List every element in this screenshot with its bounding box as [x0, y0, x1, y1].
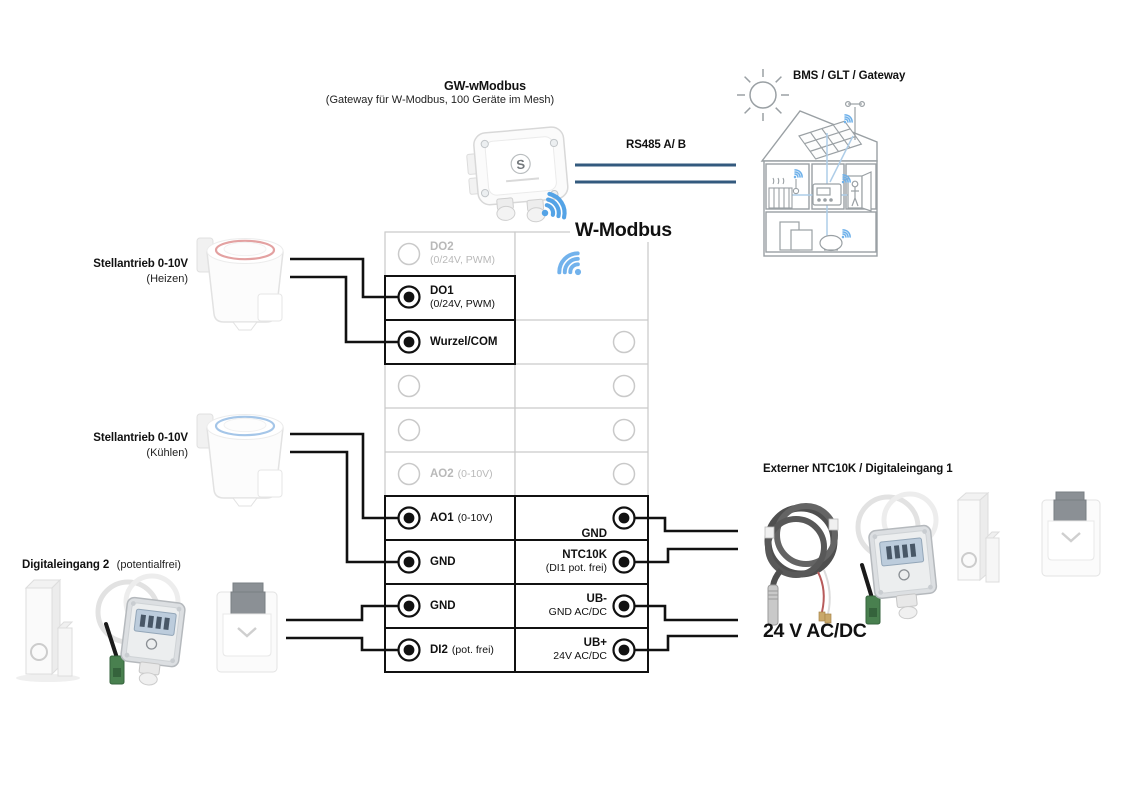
terminal-label-wurzel: Wurzel/COM — [430, 336, 498, 348]
kuehlen-actuator-image — [197, 414, 283, 506]
ntc-heading: Externer NTC10K / Digitaleingang 1 — [763, 463, 953, 475]
terminal-label-gnd-1: GND — [430, 556, 456, 568]
door-contact-image — [16, 580, 80, 682]
door-contact-image — [958, 493, 999, 582]
digitaleingang2-detail: (potentialfrei) — [116, 559, 181, 571]
key-card-holder-image — [217, 583, 277, 672]
bms-house-illustration — [762, 102, 877, 256]
terminal-label-do2: DO2 (0/24V, PWM) — [430, 241, 495, 266]
digitaleingang2-label — [22, 555, 181, 573]
bms-label: BMS / GLT / Gateway — [793, 70, 906, 82]
power-label: 24 V AC/DC — [763, 620, 867, 642]
terminal-label-ub-plus: UB+ 24V AC/DC — [553, 637, 607, 662]
svg-text:S: S — [515, 156, 526, 173]
digitaleingang2-bold: Digitaleingang 2 — [22, 559, 110, 571]
heizen-title: Stellantrieb 0-10V — [93, 258, 188, 270]
terminal-label-ao2: AO2 (0-10V) — [430, 468, 493, 480]
heizen-sub: (Heizen) — [146, 273, 188, 285]
ntc-probe-image — [765, 506, 838, 625]
terminal-label-ntc10k: NTC10K (DI1 pot. frei) — [545, 549, 607, 574]
kuehlen-sub: (Kühlen) — [146, 447, 188, 459]
gateway-subtitle: (Gateway für W-Modbus, 100 Geräte im Mesh) — [325, 94, 555, 106]
terminal-label-gnd-right: GND — [581, 528, 607, 540]
lcd-sensor-image — [98, 576, 186, 688]
rs485-label: RS485 A/ B — [626, 139, 686, 151]
key-card-holder-image — [1042, 492, 1100, 576]
terminal-label-ao1: AO1 (0-10V) — [430, 512, 493, 524]
terminal-label-gnd-2: GND — [430, 600, 456, 612]
rs485-bus-lines — [575, 165, 736, 182]
terminal-label-di2: DI2 (pot. frei) — [430, 644, 494, 656]
wmodbus-label: W-Modbus — [570, 219, 677, 242]
terminal-label-do1: DO1 (0/24V, PWM) — [430, 285, 495, 310]
lcd-sensor-image — [858, 494, 939, 624]
gateway-title: GW-wModbus — [443, 79, 527, 93]
sun-icon — [737, 69, 789, 121]
terminal-label-ub-minus: UB- GND AC/DC — [548, 593, 607, 618]
kuehlen-title: Stellantrieb 0-10V — [93, 432, 188, 444]
heizen-actuator-image — [197, 238, 283, 330]
